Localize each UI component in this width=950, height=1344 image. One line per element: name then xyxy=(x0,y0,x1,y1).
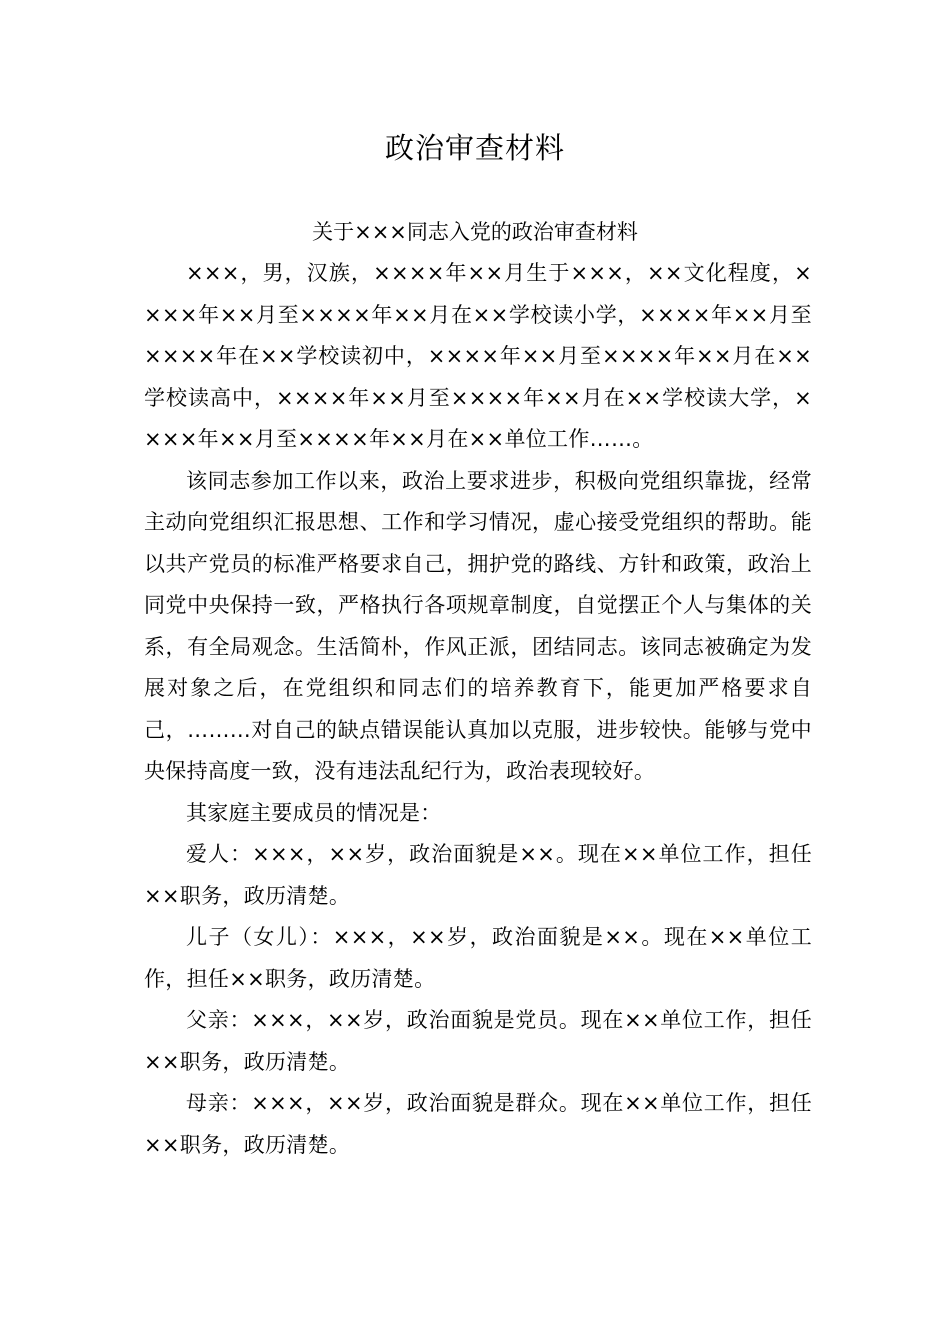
paragraph-father: 父亲：×××，××岁，政治面貌是党员。现在××单位工作，担任××职务，政历清楚。 xyxy=(144,1008,812,1074)
paragraph-family-intro: 其家庭主要成员的情况是： xyxy=(186,800,442,825)
paragraph-spouse: 爱人：×××，××岁，政治面貌是××。现在××单位工作，担任××职务，政历清楚。 xyxy=(144,842,812,908)
paragraph-child: 儿子（女儿）：×××，××岁，政治面貌是××。现在××单位工作，担任××职务，政历清楚。 xyxy=(144,925,812,991)
document-subtitle: 关于×××同志入党的政治审查材料 xyxy=(312,220,638,244)
paragraph-personal-history: ×××，男，汉族，××××年××月生于×××，××文化程度，××××年××月至××××年××月在××学校读小学，××××年××月至××××年在××学校读初中，××××年××月至××××年××月在××学校读高中，××××年××月至××××年××月在××学校读大学，××××年××月至××××年××月在××单位工作……。 xyxy=(144,261,812,451)
document-title: 政治审查材料 xyxy=(384,131,565,165)
paragraph-mother: 母亲：×××，××岁，政治面貌是群众。现在××单位工作，担任××职务，政历清楚。 xyxy=(144,1091,812,1157)
document-body xyxy=(144,253,812,1166)
paragraph-political-performance: 该同志参加工作以来，政治上要求进步，积极向党组织靠拢，经常主动向党组织汇报思想、工作和学习情况，虚心接受党组织的帮助。能以共产党员的标准严格要求自己，拥护党的路线、方针和政策，政治上同党中央保持一致，严格执行各项规章制度，自觉摆正个人与集体的关系，有全局观念。生活简朴，作风正派，团结同志。该同志被确定为发展对象之后，在党组织和同志们的培养教育下，能更加严格要求自己，………对自己的缺点错误能认真加以克服，进步较快。能够与党中央保持高度一致，没有违法乱纪行为，政治表现较好。 xyxy=(144,468,812,783)
